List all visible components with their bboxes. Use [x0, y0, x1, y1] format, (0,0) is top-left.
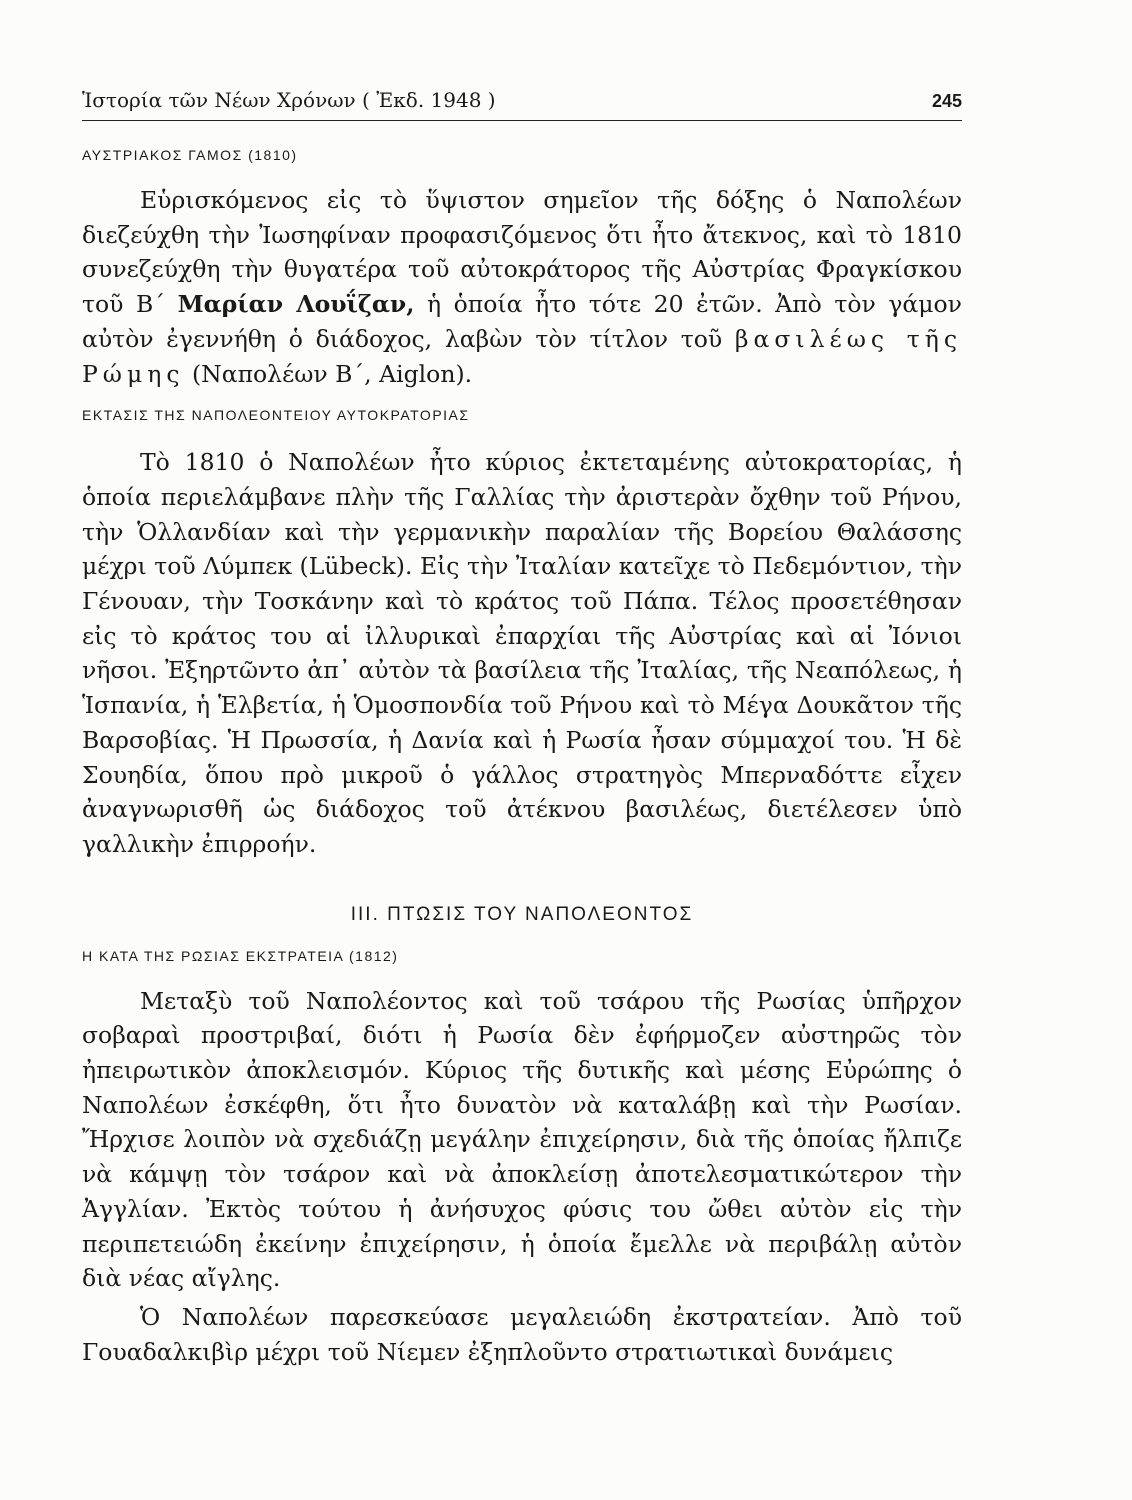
paragraph-austrian-marriage [82, 183, 962, 391]
section-heading-austrian-marriage: ΑΥΣΤΡΙΑΚΟΣ ΓΑΜΟΣ (1810) [82, 147, 298, 163]
paragraph-russian-campaign: Μεταξὺ τοῦ Ναπολέοντος καὶ τοῦ τσάρου τῆς Ρωσίας ὑπῆρχον σοβαραὶ προστριβαί, διότι ἡ Ρωσία δὲν ἐφήρμοζεν αὐστηρῶς τὸν ἠπειρωτικὸν ἀποκλεισμόν. Κύριος τῆς δυτικῆς καὶ μέσης Εὐρώπης ὁ Ναπολέων ἐσκέφθη, ὅτι ἦτο δυνατὸν νὰ καταλάβῃ καὶ τὴν Ρωσίαν. Ἤρχισε λοιπὸν νὰ σχεδιάζῃ μεγάλην ἐπιχείρησιν, διὰ τῆς ὁποίας ἤλπιζε νὰ κάμψῃ τὸν τσάρον καὶ νὰ ἀποκλείσῃ ἀποτελεσματικώτερον τὴν Ἀγγλίαν. Ἐκτὸς τούτου ἡ ἀνήσυχος φύσις του ὤθει αὐτὸν εἰς τὴν περιπετειώδη ἐκείνην ἐπιχείρησιν, ἡ ὁποία ἔμελλε νὰ περιβάλῃ αὐτὸν διὰ νέας αἴγλης. [82, 986, 962, 1293]
text-segment: Εὑρισκόμενος εἰς τὸ ὕψιστον σημεῖον τῆς δόξης ὁ Ναπολέων διεζεύχθη τὴν Ἰωσηφίναν προφασιζόμενος ὅτι ἦτο ἄτεκνος, καὶ τὸ 1810 συνεζεύχθη τὴν θυγατέρα τοῦ αὐτοκράτορος τῆς Αὐστρίας Φραγκίσκου τοῦ Β΄ [82, 186, 962, 319]
spaced-title: βασιλέως τῆς Ρώμης [82, 324, 962, 388]
running-header [82, 88, 962, 121]
section-heading-empire-extent: ΕΚΤΑΣΙΣ ΤΗΣ ΝΑΠΟΛΕΟΝΤΕΙΟΥ ΑΥΤΟΚΡΑΤΟΡΙΑΣ [82, 407, 470, 424]
paragraph-grand-army: Ὁ Ναπολέων παρεσκεύασε μεγαλειώδη ἐκστρατείαν. Ἀπὸ τοῦ Γουαδαλκιβὶρ μέχρι τοῦ Νίεμεν ἐξηπλοῦντο στρατιωτικαὶ δυνάμεις [82, 1302, 962, 1366]
book-page [82, 88, 962, 1369]
bold-name: Μαρίαν Λουΐζαν, [177, 290, 415, 319]
text-segment: ἡ ὁποία ἦτο τότε 20 ἐτῶν. Ἀπὸ τὸν γάμον αὐτὸν ἐγεννήθη ὁ διάδοχος, λαβὼν τὸν τίτλον τοῦ [82, 290, 962, 353]
text-segment: (Ναπολέων Β΄, Aiglon). [191, 359, 473, 388]
book-title: Ἱστορία τῶν Νέων Χρόνων ( Ἐκδ. 1948 ) [82, 88, 496, 112]
chapter-title: III. ΠΤΩΣΙΣ ΤΟΥ ΝΑΠΟΛΕΟΝΤΟΣ [350, 903, 694, 925]
page-number: 245 [931, 91, 962, 111]
section-heading-russian-campaign: Η ΚΑΤΑ ΤΗΣ ΡΩΣΙΑΣ ΕΚΣΤΡΑΤΕΙΑ (1812) [82, 947, 399, 964]
paragraph-empire-extent: Τὸ 1810 ὁ Ναπολέων ἦτο κύριος ἐκτεταμένης αὐτοκρατορίας, ἡ ὁποία περιελάμβανε πλὴν τῆς Γαλλίας τὴν ἀριστερὰν ὄχθην τοῦ Ρήνου, τὴν Ὁλλανδίαν καὶ τὴν γερμανικὴν παραλίαν τῆς Βορείου Θαλάσσης μέχρι τοῦ Λύμπεκ (Lübeck). Εἰς τὴν Ἰταλίαν κατεῖχε τὸ Πεδεμόντιον, τὴν Γένουαν, τὴν Τοσκάνην καὶ τὸ κράτος τοῦ Πάπα. Τέλος προσετέθησαν εἰς τὸ κράτος του αἱ ἰλλυρικαὶ ἐπαρχίαι τῆς Αὐστρίας καὶ αἱ Ἰόνιοι νῆσοι. Ἐξηρτῶντο ἀπ᾿ αὐτὸν τὰ βασίλεια τῆς Ἰταλίας, τῆς Νεαπόλεως, ἡ Ἱσπανία, ἡ Ἑλβετία, ἡ Ὁμοσπονδία τοῦ Ρήνου καὶ τὸ Μέγα Δουκᾶτον τῆς Βαρσοβίας. Ἡ Πρωσσία, ἡ Δανία καὶ ἡ Ρωσία ἦσαν σύμμαχοί του. Ἡ δὲ Σουηδία, ὅπου πρὸ μικροῦ ὁ γάλλος στρατηγὸς Μπερναδόττε εἶχεν ἀναγνωρισθῆ ὡς διάδοχος τοῦ ἀτέκνου βασιλέως, διετέλεσεν ὑπὸ γαλλικὴν ἐπιρροήν. [82, 448, 962, 858]
